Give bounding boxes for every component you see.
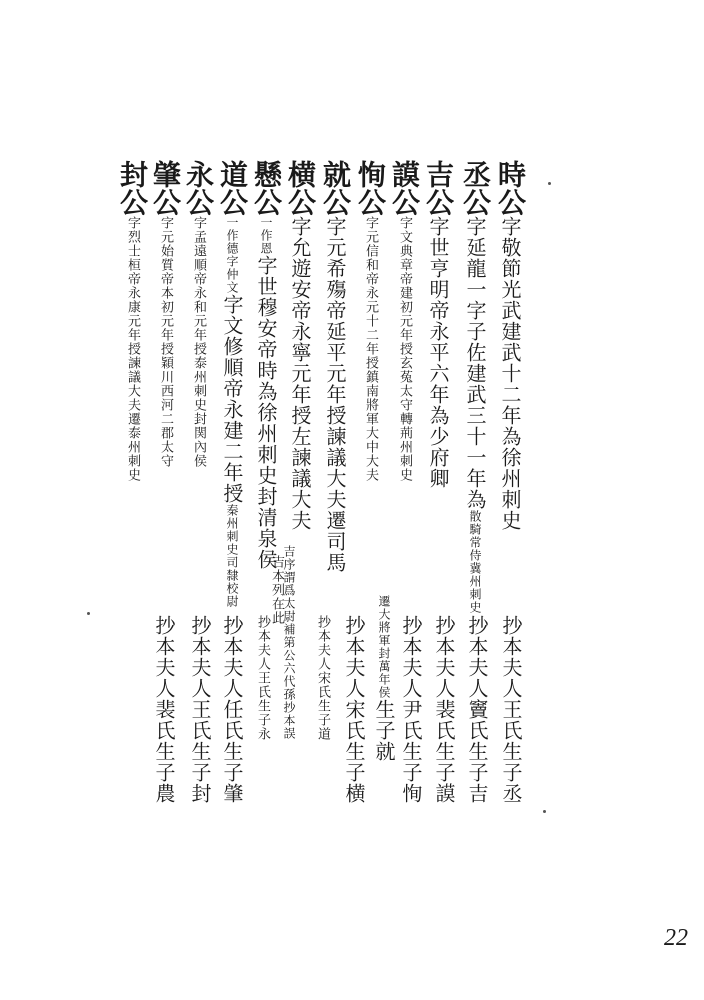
spouse-column (463, 615, 492, 835)
spouse-column (282, 545, 297, 765)
entry-note: 散騎常侍冀州刺史 (468, 510, 482, 614)
entry-note: 一作恩 (259, 216, 273, 255)
spouse-text: 抄本夫人王氏生子永 (255, 615, 270, 741)
entry-text: 字元始質帝本初元年授穎川西河二郡太守 (158, 216, 173, 468)
entry-text: 字敬節光武建武十二年為徐州刺史 (498, 216, 522, 531)
entry-text: 字世亨明帝永平六年為少府卿 (426, 216, 450, 489)
spouse-note: 吉本列在此 (269, 555, 284, 625)
entry-column (280, 160, 320, 600)
spouse-column (370, 595, 399, 815)
spouse-column (430, 615, 459, 835)
spouse-text: 抄本夫人裴氏生子謨 (432, 615, 456, 804)
entry-column (418, 160, 458, 600)
entry-heading: 道公 (216, 160, 249, 216)
entry-note: 秦州刺史司隸校尉 (225, 504, 239, 608)
entry-heading: 肇公 (149, 160, 182, 216)
spouse-text: 抄本夫人王氏生子丞 (499, 615, 523, 804)
entry-heading: 横公 (284, 160, 317, 216)
entry-column (455, 160, 495, 614)
spouse-text: 抄本夫人宋氏生子横 (342, 615, 366, 804)
entry-column (384, 160, 424, 600)
scan-speck (87, 612, 90, 615)
entry-heading: 就公 (319, 160, 352, 216)
entry-text: 字世穆安帝時為徐州刺史封清泉侯 (254, 255, 278, 570)
spouse-column (268, 555, 284, 775)
entry-column (350, 160, 390, 600)
entry-text: 字元信和帝永元十二年授鎮南將軍大中大夫 (363, 216, 378, 482)
spouse-text: 抄本夫人竇氏生子吉 (465, 615, 489, 804)
page-number: 22 (664, 925, 688, 951)
entry-text: 字元希殤帝延平元年授諫議大夫遷司馬 (323, 216, 347, 573)
scan-speck (548, 182, 551, 185)
spouse-text: 抄本夫人尹氏生子恂 (399, 615, 423, 804)
spouse-text: 抄本夫人任氏生子肇 (220, 615, 244, 804)
entry-heading: 恂公 (354, 160, 387, 216)
entry-heading: 吉公 (422, 160, 455, 216)
entry-text: 字允遊安帝永寧元年授左諫議大夫 (288, 216, 312, 531)
entry-heading: 永公 (182, 160, 215, 216)
spouse-column (186, 615, 215, 835)
entry-heading: 謨公 (388, 160, 421, 216)
entry-column (315, 160, 355, 600)
spouse-column (397, 615, 426, 835)
spouse-column (340, 615, 369, 835)
entry-column (246, 160, 286, 600)
entry-text: 字文典章帝建初元年授玄菟太守轉荊州刺史 (397, 216, 412, 482)
entry-note: 一作德字仲文 (225, 216, 239, 294)
spouse-column (218, 615, 247, 835)
spouse-column (310, 615, 334, 835)
entry-column (212, 160, 252, 608)
entry-heading: 時公 (494, 160, 527, 216)
entry-text: 字延龍一字子佐建武三十一年為 (463, 216, 487, 510)
entry-heading: 懸公 (250, 160, 283, 216)
entry-heading: 封公 (116, 160, 149, 216)
entry-heading: 丞公 (459, 160, 492, 216)
spouse-column (150, 615, 179, 835)
spouse-text: 生子就 (372, 699, 396, 762)
entry-text: 字孟遠順帝永和元年授泰州刺史封関內侯 (191, 216, 206, 468)
entry-text: 字文修順帝永建二年授 (220, 294, 244, 504)
spouse-note: 遷大將軍封萬年侯 (377, 595, 391, 699)
entry-column (112, 160, 152, 600)
spouse-text: 抄本夫人裴氏生子農 (152, 615, 176, 804)
spouse-note: 吉序謂爲太尉 (282, 545, 296, 623)
scan-speck (543, 810, 546, 813)
entry-column (490, 160, 530, 600)
spouse-text: 抄本夫人宋氏生子道 (315, 615, 330, 741)
spouse-note: 補第公六代孫抄本誤 (282, 623, 296, 740)
entry-text: 字烈士桓帝永康元年授諫議大夫遷泰州刺史 (125, 216, 140, 482)
spouse-column (497, 615, 526, 835)
spouse-text: 抄本夫人王氏生子封 (188, 615, 212, 804)
